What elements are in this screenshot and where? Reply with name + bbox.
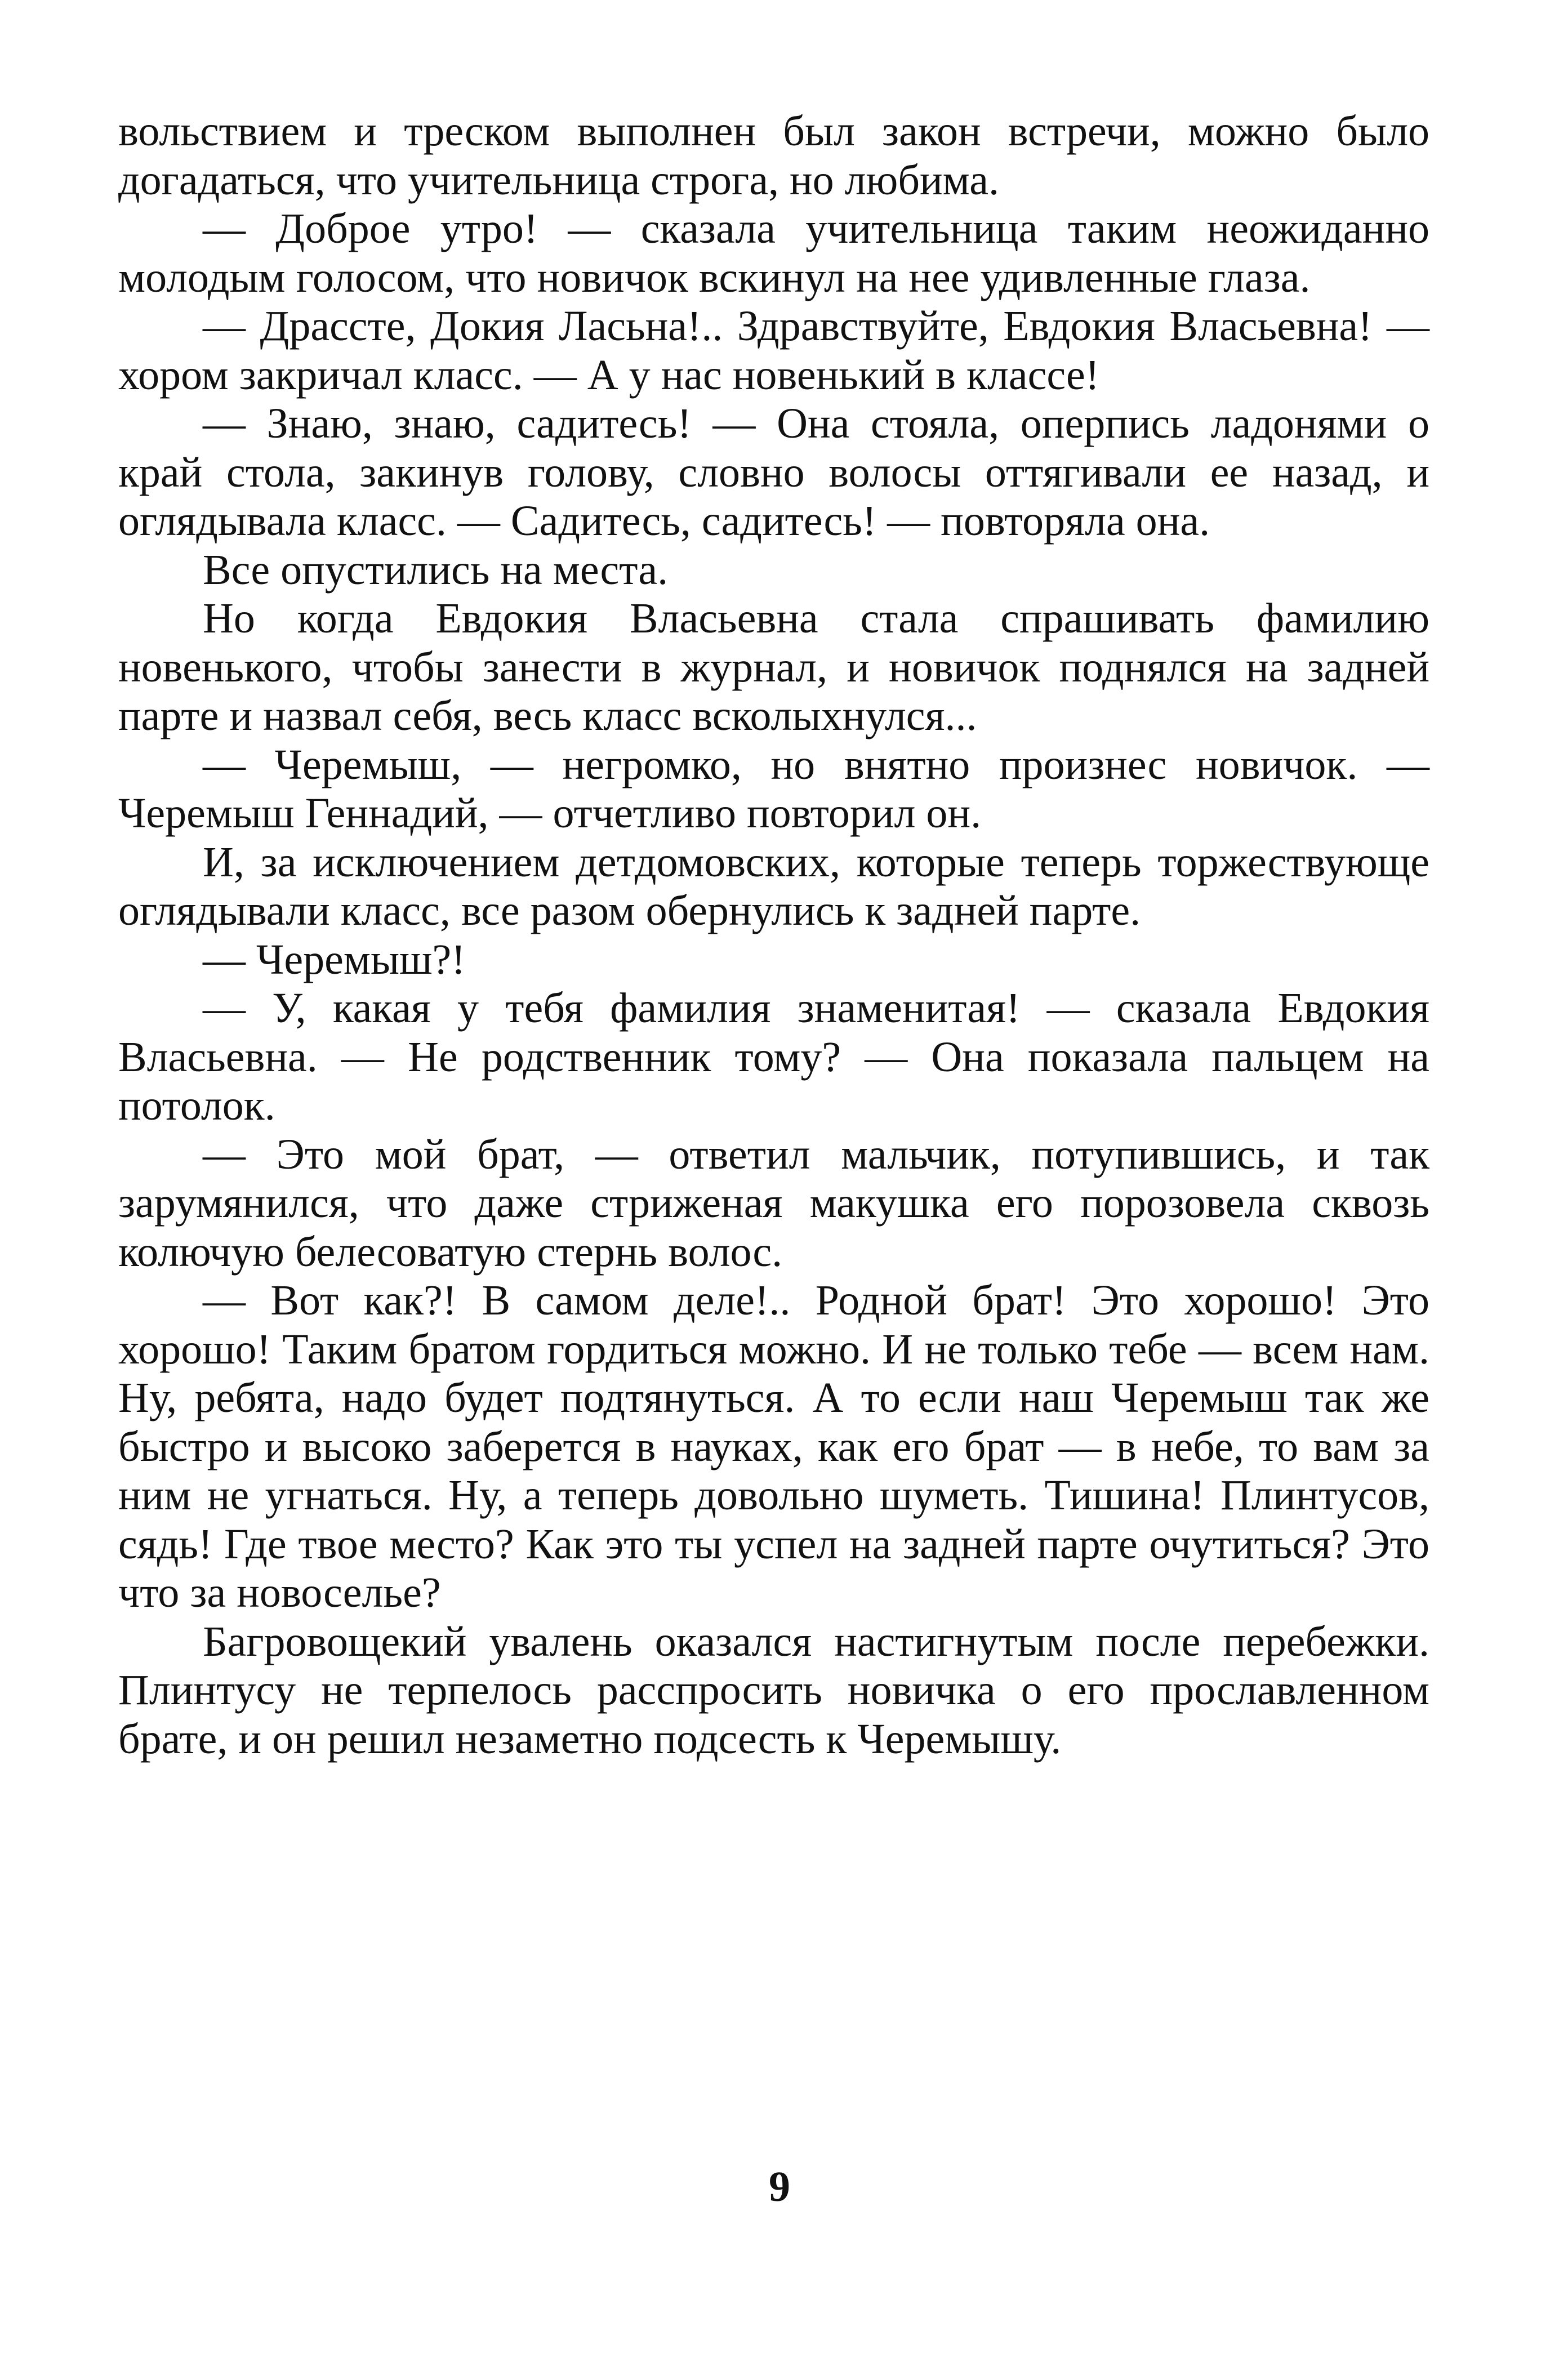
paragraph: Все опустились на места. xyxy=(203,546,669,594)
page-text-block xyxy=(118,107,1429,1763)
paragraph: — Черемыш?! xyxy=(203,935,466,983)
paragraph: И, за исключением детдомовских, которые теперь торжествующе оглядывали класс, все разом обернулись к задней парте. xyxy=(118,838,1429,934)
paragraph: вольствием и треском выполнен был закон встречи, можно было догадаться, что учительница строга, но любима. xyxy=(118,108,1429,204)
paragraph: — Доброе утро! — сказала учительница таким неожиданно молодым голосом, что новичок вскинул на нее удивленные глаза. xyxy=(118,205,1429,301)
paragraph: Но когда Евдокия Власьевна стала спрашивать фамилию новенького, чтобы занести в журнал, и новичок поднялся на задней парте и назвал себя, весь класс всколыхнулся... xyxy=(118,595,1429,739)
paragraph: — Вот как?! В самом деле!.. Родной брат! Это хорошо! Это хорошо! Таким братом гордиться можно. И не только тебе — всем нам. Ну, ребята, надо будет подтянуться. А то если наш Черемыш так же быстро и высоко заберется в науках, как его брат — в небе, то вам за ним не угнаться. Ну, а теперь довольно шуметь. Тишина! Плинтусов, сядь! Где твое место? Как это ты успел на задней парте очутиться? Это что за новоселье? xyxy=(118,1277,1429,1616)
paragraph: — Драссте, Докия Ласьна!.. Здравствуйте, Евдокия Власьевна! — хором закричал класс. — А у нас новенький в классе! xyxy=(118,302,1429,399)
page-number: 9 xyxy=(769,2163,790,2210)
paragraph: — Черемыш, — негромко, но внятно произнес новичок. — Черемыш Геннадий, — отчетливо повторил он. xyxy=(118,741,1429,837)
paragraph: Багровощекий увалень оказался настигнутым после перебежки. Плинтусу не терпелось расспросить новичка о его прославленном брате, и он решил незаметно подсесть к Черемышу. xyxy=(118,1617,1429,1763)
paragraph: — Это мой брат, — ответил мальчик, потупившись, и так зарумянился, что даже стриженая макушка его порозовела сквозь колючую белесоватую стернь волос. xyxy=(118,1130,1429,1276)
paragraph: — У, какая у тебя фамилия знаменитая! — сказала Евдокия Власьевна. — Не родственник тому? — Она показала пальцем на потолок. xyxy=(118,984,1429,1129)
paragraph: — Знаю, знаю, садитесь! — Она стояла, оперпись ладонями о край стола, закинув голову, словно волосы оттягивали ее назад, и оглядывала класс. — Садитесь, садитесь! — повторяла она. xyxy=(118,400,1429,545)
